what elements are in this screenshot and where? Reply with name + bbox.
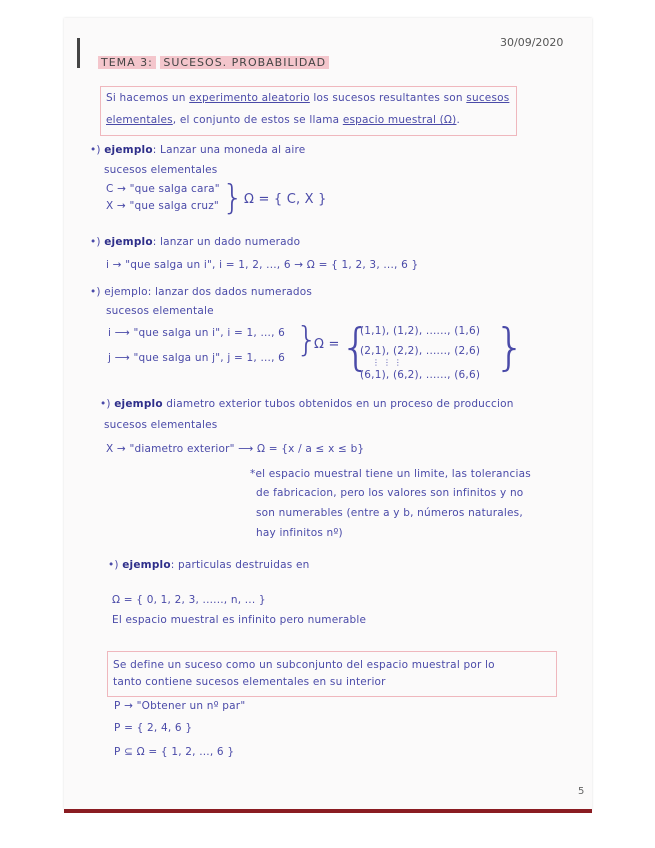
ex4-note: hay infinitos nº) [256, 527, 343, 539]
ex1-omega: Ω = { C, X } [244, 192, 327, 207]
ex4-note: de fabricacion, pero los valores son infinitos y no [256, 487, 524, 499]
example-2: •) ejemplo: lanzar un dado numerado [90, 236, 301, 248]
ex3-sub: sucesos elementale [106, 305, 214, 317]
page-edge [64, 809, 592, 813]
omega-row: (6,1), (6,2), ......, (6,6) [360, 369, 481, 381]
ex5-omega: Ω = { 0, 1, 2, 3, ......, n, ... } [112, 594, 266, 606]
ex5-line1: El espacio muestral es infinito pero numerable [112, 614, 367, 626]
definition1-line2: elementales, el conjunto de estos se llama espacio muestral (Ω). [106, 114, 460, 126]
omega-row: (1,1), (1,2), ......, (1,6) [360, 325, 481, 337]
ex2-line1: i → "que salga un i", i = 1, 2, ..., 6 → Ω = { 1, 2, 3, ..., 6 } [106, 259, 419, 271]
definition2-line2: tanto contiene sucesos elementales en su interior [113, 676, 386, 688]
ex3-line2: j ⟶ "que salga un j", j = 1, ..., 6 [108, 352, 286, 364]
ex4-note: *el espacio muestral tiene un limite, las tolerancias [250, 468, 531, 480]
omega-row: ⋮ ⋮ ⋮ [372, 358, 403, 367]
ex1-sub: sucesos elementales [104, 164, 218, 176]
example-5: •) ejemplo: particulas destruidas en [108, 559, 310, 571]
ex1-line1: C → "que salga cara" [106, 183, 220, 195]
ex1-line2: X → "que salga cruz" [106, 200, 219, 212]
topic-label: SUCESOS. PROBABILIDAD [160, 56, 329, 69]
tema-label: TEMA 3: [98, 56, 156, 69]
brace-left: { [340, 318, 372, 376]
ex4-sub: sucesos elementales [104, 419, 218, 431]
p-line1: P → "Obtener un nº par" [114, 700, 246, 712]
brace: } [296, 320, 318, 360]
definition-box-2 [107, 651, 557, 697]
ex4-note: son numerables (entre a y b, números naturales, [256, 507, 523, 519]
p-line3: P ⊆ Ω = { 1, 2, ..., 6 } [114, 746, 235, 758]
margin-bar [77, 38, 80, 68]
example-3: •) ejemplo: lanzar dos dados numerados [90, 286, 313, 298]
brace: } [222, 178, 244, 218]
ex4-line1: X → "diametro exterior" ⟶ Ω = {x / a ≤ x ≤ b} [106, 443, 365, 455]
brace-right: } [494, 318, 526, 376]
page-number: 5 [578, 786, 585, 797]
date: 30/09/2020 [500, 36, 564, 49]
example-1: •) ejemplo: Lanzar una moneda al aire [90, 144, 306, 156]
ex3-omega: Ω = [314, 337, 340, 352]
p-line2: P = { 2, 4, 6 } [114, 722, 193, 734]
definition2-line1: Se define un suceso como un subconjunto del espacio muestral por lo [113, 659, 495, 671]
example-4: •) ejemplo diametro exterior tubos obtenidos en un proceso de produccion [100, 398, 514, 410]
omega-row: (2,1), (2,2), ......, (2,6) [360, 345, 481, 357]
definition1-line1: Si hacemos un experimento aleatorio los sucesos resultantes son sucesos [106, 92, 510, 104]
page-title [98, 56, 329, 69]
ex3-line1: i ⟶ "que salga un i", i = 1, ..., 6 [108, 327, 286, 339]
